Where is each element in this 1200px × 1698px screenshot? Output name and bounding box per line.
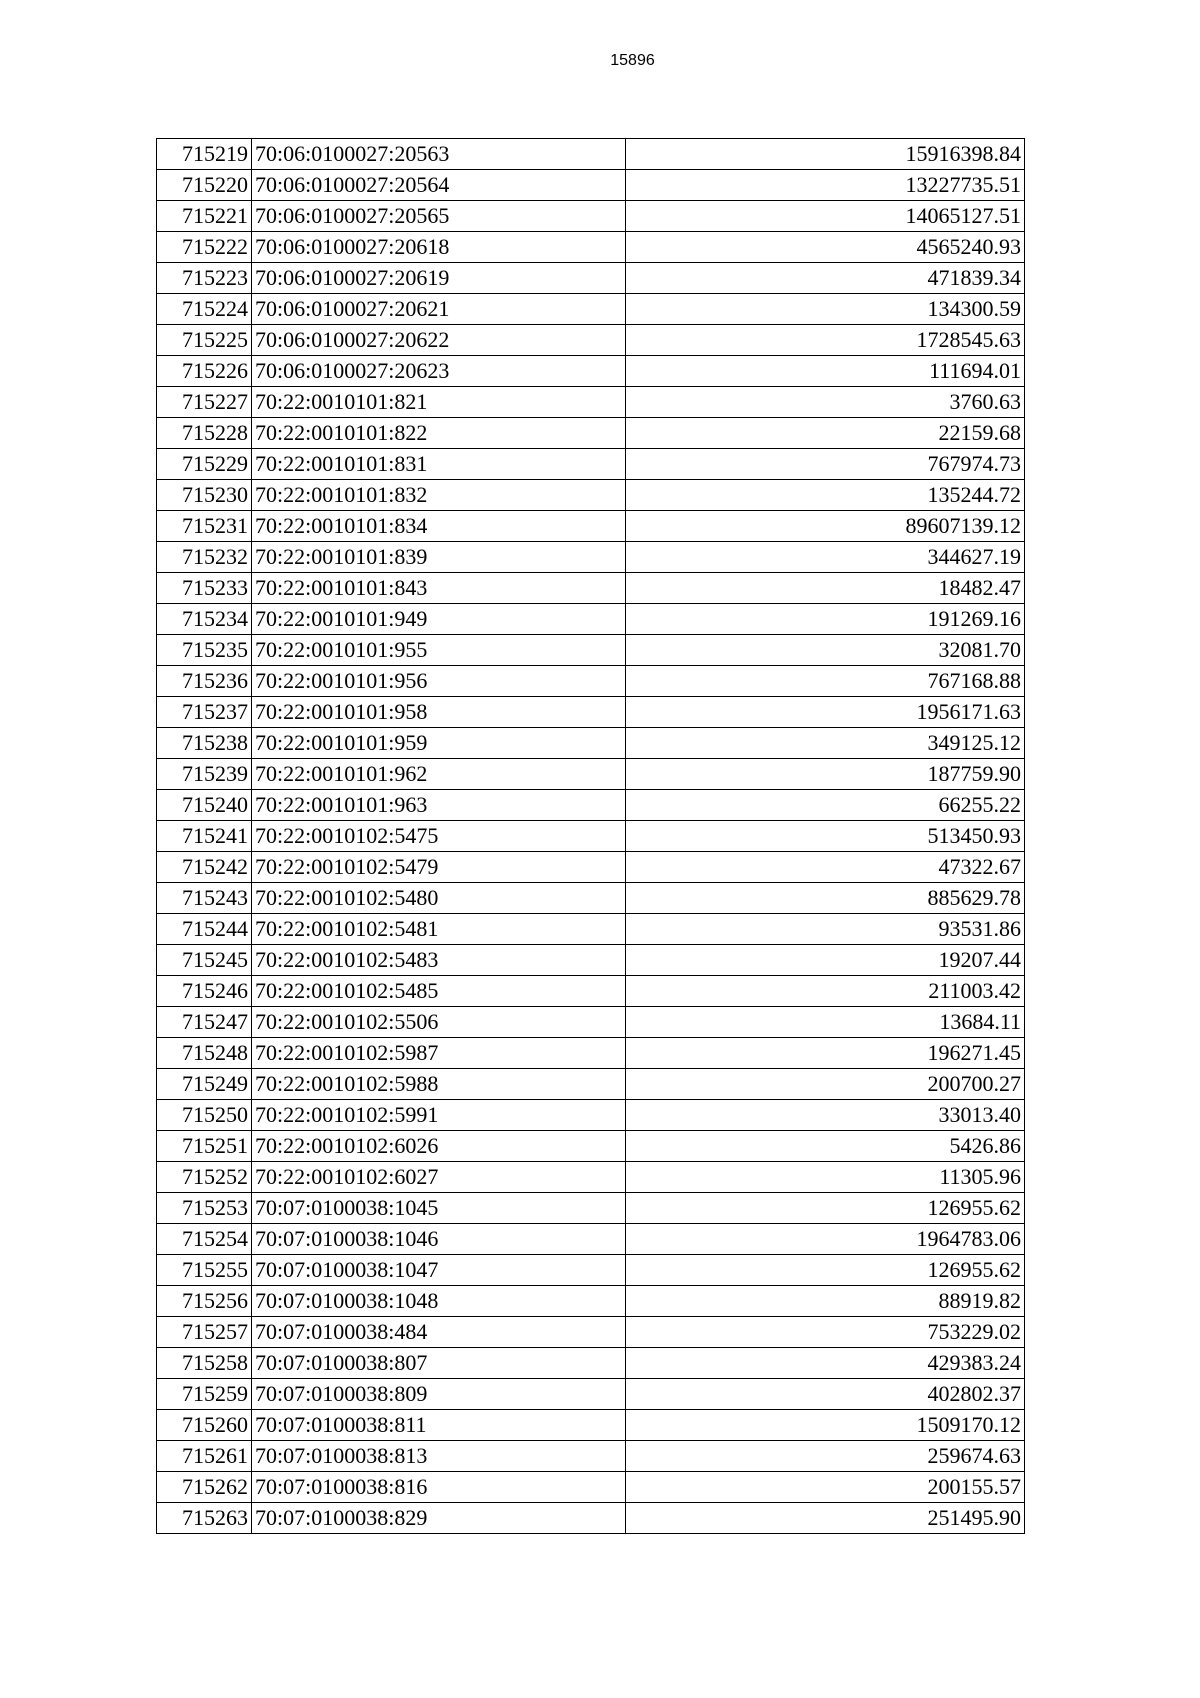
- row-number: 715232: [157, 542, 252, 573]
- row-number: 715248: [157, 1038, 252, 1069]
- row-number: 715233: [157, 573, 252, 604]
- cadastral-number: 70:22:0010102:5987: [252, 1038, 626, 1069]
- cadastral-number: 70:06:0100027:20622: [252, 325, 626, 356]
- table-row: [157, 1162, 1025, 1193]
- cadastral-number: 70:22:0010102:5991: [252, 1100, 626, 1131]
- cadastral-number: 70:07:0100038:1045: [252, 1193, 626, 1224]
- cadastral-number: 70:22:0010101:959: [252, 728, 626, 759]
- row-number: 715229: [157, 449, 252, 480]
- row-number: 715244: [157, 914, 252, 945]
- table-row: [157, 542, 1025, 573]
- row-number: 715263: [157, 1503, 252, 1534]
- cadastral-number: 70:22:0010101:831: [252, 449, 626, 480]
- cadastral-value: 134300.59: [626, 294, 1025, 325]
- cadastral-number: 70:22:0010101:834: [252, 511, 626, 542]
- row-number: 715220: [157, 170, 252, 201]
- cadastral-number: 70:22:0010101:949: [252, 604, 626, 635]
- cadastral-number: 70:07:0100038:484: [252, 1317, 626, 1348]
- page-number: 15896: [610, 52, 655, 69]
- row-number: 715254: [157, 1224, 252, 1255]
- cadastral-value: 196271.45: [626, 1038, 1025, 1069]
- cadastral-number: 70:22:0010102:5481: [252, 914, 626, 945]
- table-row: [157, 604, 1025, 635]
- table-row: [157, 1224, 1025, 1255]
- cadastral-value: 429383.24: [626, 1348, 1025, 1379]
- cadastral-number: 70:07:0100038:807: [252, 1348, 626, 1379]
- table-row: [157, 1100, 1025, 1131]
- table-row: [157, 1317, 1025, 1348]
- cadastral-value: 15916398.84: [626, 139, 1025, 170]
- cadastral-value: 135244.72: [626, 480, 1025, 511]
- row-number: 715227: [157, 387, 252, 418]
- cadastral-value: 93531.86: [626, 914, 1025, 945]
- table-row: [157, 759, 1025, 790]
- cadastral-value: 111694.01: [626, 356, 1025, 387]
- row-number: 715260: [157, 1410, 252, 1441]
- cadastral-value: 14065127.51: [626, 201, 1025, 232]
- cadastral-value: 4565240.93: [626, 232, 1025, 263]
- cadastral-value: 349125.12: [626, 728, 1025, 759]
- table-row: [157, 821, 1025, 852]
- table-row: [157, 945, 1025, 976]
- table-row: [157, 170, 1025, 201]
- cadastral-number: 70:07:0100038:811: [252, 1410, 626, 1441]
- cadastral-number: 70:22:0010101:962: [252, 759, 626, 790]
- table-row: [157, 263, 1025, 294]
- row-number: 715250: [157, 1100, 252, 1131]
- cadastral-value: 1728545.63: [626, 325, 1025, 356]
- row-number: 715238: [157, 728, 252, 759]
- cadastral-number: 70:22:0010101:958: [252, 697, 626, 728]
- cadastral-number: 70:07:0100038:809: [252, 1379, 626, 1410]
- cadastral-number: 70:22:0010102:5506: [252, 1007, 626, 1038]
- cadastral-value: 471839.34: [626, 263, 1025, 294]
- cadastral-number: 70:22:0010102:5475: [252, 821, 626, 852]
- row-number: 715241: [157, 821, 252, 852]
- row-number: 715247: [157, 1007, 252, 1038]
- table-row: [157, 1255, 1025, 1286]
- cadastral-value: 402802.37: [626, 1379, 1025, 1410]
- cadastral-value: 13684.11: [626, 1007, 1025, 1038]
- table-row: [157, 511, 1025, 542]
- row-number: 715240: [157, 790, 252, 821]
- row-number: 715239: [157, 759, 252, 790]
- row-number: 715226: [157, 356, 252, 387]
- cadastral-value: 767974.73: [626, 449, 1025, 480]
- cadastral-value: 200155.57: [626, 1472, 1025, 1503]
- row-number: 715251: [157, 1131, 252, 1162]
- table-row: [157, 325, 1025, 356]
- table-row: [157, 1348, 1025, 1379]
- row-number: 715252: [157, 1162, 252, 1193]
- row-number: 715253: [157, 1193, 252, 1224]
- cadastral-value: 19207.44: [626, 945, 1025, 976]
- cadastral-value: 259674.63: [626, 1441, 1025, 1472]
- cadastral-value: 126955.62: [626, 1255, 1025, 1286]
- cadastral-number: 70:06:0100027:20621: [252, 294, 626, 325]
- cadastral-number: 70:22:0010101:955: [252, 635, 626, 666]
- cadastral-number: 70:22:0010102:5483: [252, 945, 626, 976]
- cadastral-value: 22159.68: [626, 418, 1025, 449]
- cadastral-number: 70:22:0010101:839: [252, 542, 626, 573]
- table-row: [157, 201, 1025, 232]
- table-row: [157, 1038, 1025, 1069]
- row-number: 715262: [157, 1472, 252, 1503]
- row-number: 715245: [157, 945, 252, 976]
- cadastral-value: 344627.19: [626, 542, 1025, 573]
- cadastral-value: 211003.42: [626, 976, 1025, 1007]
- table-row: [157, 914, 1025, 945]
- cadastral-number: 70:22:0010101:822: [252, 418, 626, 449]
- cadastral-number: 70:07:0100038:813: [252, 1441, 626, 1472]
- table-row: [157, 232, 1025, 263]
- table-row: [157, 1472, 1025, 1503]
- table-row: [157, 294, 1025, 325]
- table-row: [157, 480, 1025, 511]
- table-row: [157, 1410, 1025, 1441]
- table-row: [157, 449, 1025, 480]
- table-row: [157, 666, 1025, 697]
- cadastral-value: 66255.22: [626, 790, 1025, 821]
- row-number: 715255: [157, 1255, 252, 1286]
- table-row: [157, 883, 1025, 914]
- row-number: 715261: [157, 1441, 252, 1472]
- row-number: 715219: [157, 139, 252, 170]
- table-row: [157, 728, 1025, 759]
- cadastral-value: 126955.62: [626, 1193, 1025, 1224]
- cadastral-value: 89607139.12: [626, 511, 1025, 542]
- row-number: 715222: [157, 232, 252, 263]
- row-number: 715228: [157, 418, 252, 449]
- table-row: [157, 852, 1025, 883]
- cadastral-number: 70:07:0100038:1048: [252, 1286, 626, 1317]
- cadastral-number: 70:22:0010101:956: [252, 666, 626, 697]
- row-number: 715257: [157, 1317, 252, 1348]
- cadastral-value: 753229.02: [626, 1317, 1025, 1348]
- table-row: [157, 139, 1025, 170]
- table-row: [157, 1503, 1025, 1534]
- table-row: [157, 635, 1025, 666]
- cadastral-value: 32081.70: [626, 635, 1025, 666]
- row-number: 715223: [157, 263, 252, 294]
- cadastral-value: 3760.63: [626, 387, 1025, 418]
- cadastral-number: 70:07:0100038:829: [252, 1503, 626, 1534]
- row-number: 715259: [157, 1379, 252, 1410]
- cadastral-value: 1509170.12: [626, 1410, 1025, 1441]
- table-row: [157, 790, 1025, 821]
- cadastral-value: 1956171.63: [626, 697, 1025, 728]
- cadastral-value: 33013.40: [626, 1100, 1025, 1131]
- row-number: 715221: [157, 201, 252, 232]
- table-row: [157, 1007, 1025, 1038]
- cadastral-value: 187759.90: [626, 759, 1025, 790]
- cadastral-value: 885629.78: [626, 883, 1025, 914]
- cadastral-number: 70:07:0100038:1047: [252, 1255, 626, 1286]
- cadastral-number: 70:06:0100027:20565: [252, 201, 626, 232]
- row-number: 715246: [157, 976, 252, 1007]
- cadastral-value: 767168.88: [626, 666, 1025, 697]
- row-number: 715224: [157, 294, 252, 325]
- cadastral-number: 70:22:0010102:6027: [252, 1162, 626, 1193]
- cadastral-value: 13227735.51: [626, 170, 1025, 201]
- row-number: 715249: [157, 1069, 252, 1100]
- row-number: 715258: [157, 1348, 252, 1379]
- cadastral-number: 70:06:0100027:20563: [252, 139, 626, 170]
- cadastral-value: 251495.90: [626, 1503, 1025, 1534]
- registry-table: [156, 138, 1025, 1534]
- cadastral-number: 70:07:0100038:816: [252, 1472, 626, 1503]
- cadastral-value: 5426.86: [626, 1131, 1025, 1162]
- cadastral-number: 70:07:0100038:1046: [252, 1224, 626, 1255]
- cadastral-number: 70:22:0010102:5988: [252, 1069, 626, 1100]
- table-row: [157, 1193, 1025, 1224]
- row-number: 715235: [157, 635, 252, 666]
- row-number: 715231: [157, 511, 252, 542]
- cadastral-number: 70:22:0010101:821: [252, 387, 626, 418]
- cadastral-value: 513450.93: [626, 821, 1025, 852]
- cadastral-value: 200700.27: [626, 1069, 1025, 1100]
- cadastral-number: 70:06:0100027:20619: [252, 263, 626, 294]
- cadastral-number: 70:06:0100027:20623: [252, 356, 626, 387]
- cadastral-number: 70:22:0010102:5479: [252, 852, 626, 883]
- table-row: [157, 1379, 1025, 1410]
- table-row: [157, 1286, 1025, 1317]
- row-number: 715230: [157, 480, 252, 511]
- cadastral-value: 18482.47: [626, 573, 1025, 604]
- cadastral-value: 88919.82: [626, 1286, 1025, 1317]
- cadastral-number: 70:22:0010102:5485: [252, 976, 626, 1007]
- table-row: [157, 418, 1025, 449]
- row-number: 715234: [157, 604, 252, 635]
- cadastral-number: 70:22:0010101:832: [252, 480, 626, 511]
- cadastral-number: 70:22:0010102:5480: [252, 883, 626, 914]
- table-row: [157, 1131, 1025, 1162]
- table-row: [157, 976, 1025, 1007]
- row-number: 715256: [157, 1286, 252, 1317]
- table-row: [157, 697, 1025, 728]
- cadastral-number: 70:06:0100027:20564: [252, 170, 626, 201]
- table-row: [157, 356, 1025, 387]
- cadastral-number: 70:22:0010101:963: [252, 790, 626, 821]
- table-row: [157, 573, 1025, 604]
- row-number: 715243: [157, 883, 252, 914]
- cadastral-value: 47322.67: [626, 852, 1025, 883]
- row-number: 715242: [157, 852, 252, 883]
- cadastral-number: 70:22:0010102:6026: [252, 1131, 626, 1162]
- cadastral-value: 191269.16: [626, 604, 1025, 635]
- row-number: 715225: [157, 325, 252, 356]
- cadastral-number: 70:06:0100027:20618: [252, 232, 626, 263]
- row-number: 715237: [157, 697, 252, 728]
- table-row: [157, 1441, 1025, 1472]
- row-number: 715236: [157, 666, 252, 697]
- cadastral-value: 11305.96: [626, 1162, 1025, 1193]
- cadastral-value: 1964783.06: [626, 1224, 1025, 1255]
- cadastral-number: 70:22:0010101:843: [252, 573, 626, 604]
- table-row: [157, 1069, 1025, 1100]
- table-row: [157, 387, 1025, 418]
- table-body: [157, 139, 1025, 1534]
